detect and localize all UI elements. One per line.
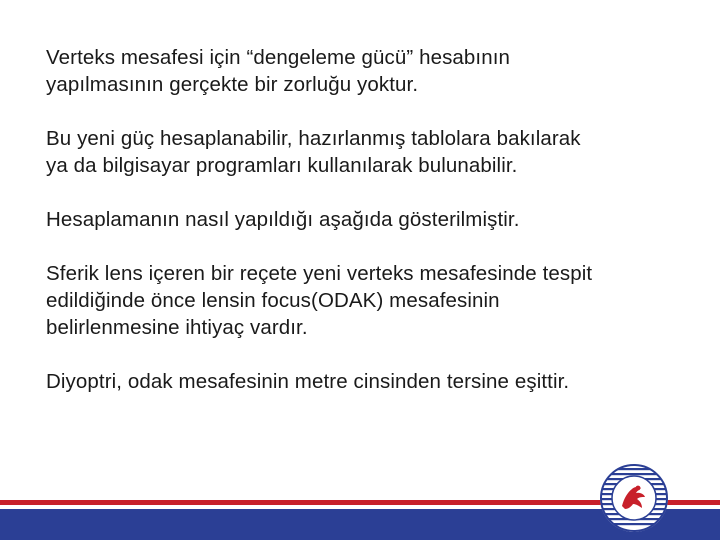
paragraph-1: Verteks mesafesi için “dengeleme gücü” hesabının yapılmasının gerçekte bir zorluğu yoktur. <box>46 46 511 96</box>
paragraph-4: Sferik lens içeren bir reçete yeni verteks mesafesinde tespit edildiğinde önce lensin focus(ODAK) mesafesinin belirlenmesine ihtiyaç vardır. <box>46 262 593 339</box>
paragraph-2: Bu yeni güç hesaplanabilir, hazırlanmış tablolara bakılarak ya da bilgisayar programları kullanılarak bulunabilir. <box>46 127 581 177</box>
paragraph-5: Diyoptri, odak mesafesinin metre cinsinden tersine eşittir. <box>46 370 570 393</box>
paragraph-3: Hesaplamanın nasıl yapıldığı aşağıda gösterilmiştir. <box>46 208 520 231</box>
university-seal-icon <box>598 462 670 534</box>
slide-body <box>46 44 696 422</box>
